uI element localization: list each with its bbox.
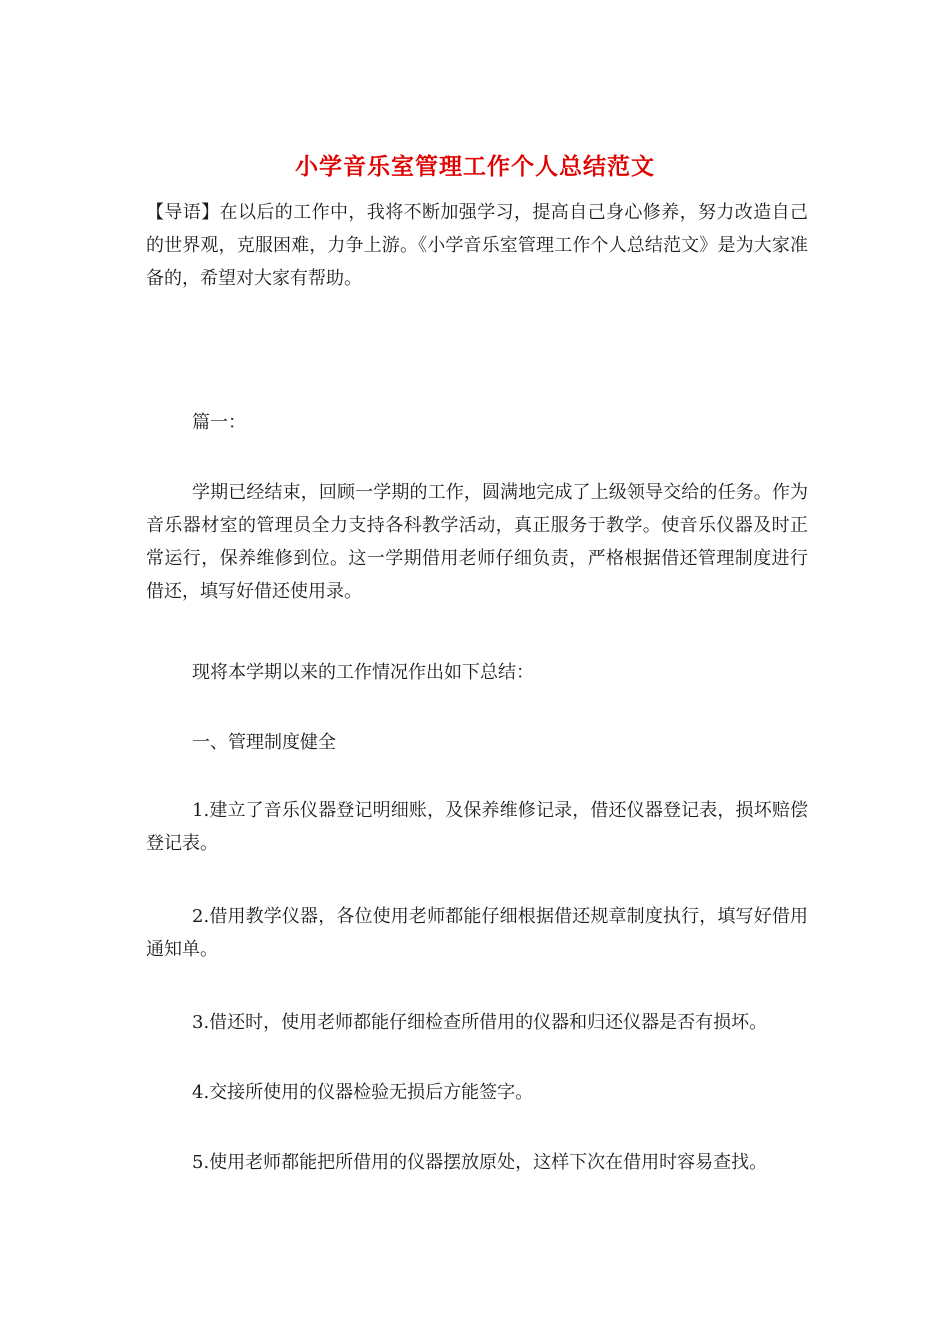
section-label: 篇一： <box>192 412 246 433</box>
list-item: 4.交接所使用的仪器检验无损后方能签字。 <box>192 1082 534 1103</box>
list-item: 3.借还时，使用老师都能仔细检查所借用的仪器和归还仪器是否有损坏。 <box>192 1012 768 1033</box>
list-item: 1.建立了音乐仪器登记明细账，及保养维修记录，借还仪器登记表，损坏赔偿登记表。 <box>146 800 808 854</box>
list-item: 2.借用教学仪器，各位使用老师都能仔细根据借还规章制度执行，填写好借用通知单。 <box>146 906 808 960</box>
paragraph: 现将本学期以来的工作情况作出如下总结： <box>192 662 534 683</box>
paragraph: 学期已经结束，回顾一学期的工作，圆满地完成了上级领导交给的任务。作为音乐器材室的管理员全力支持各科教学活动，真正服务于教学。使音乐仪器及时正常运行，保养维修到位。这一学期借用老师仔细负责，严格根据借还管理制度进行借还，填写好借还使用录。 <box>146 482 808 602</box>
document-title: 小学音乐室管理工作个人总结范文 <box>295 153 655 180</box>
section-heading: 一、管理制度健全 <box>192 732 336 753</box>
list-item: 5.使用老师都能把所借用的仪器摆放原处，这样下次在借用时容易查找。 <box>192 1152 768 1173</box>
intro-paragraph: 【导语】在以后的工作中，我将不断加强学习，提高自己身心修养，努力改造自己的世界观，克服困难，力争上游。《小学音乐室管理工作个人总结范文》是为大家准备的，希望对大家有帮助。 <box>146 202 808 289</box>
